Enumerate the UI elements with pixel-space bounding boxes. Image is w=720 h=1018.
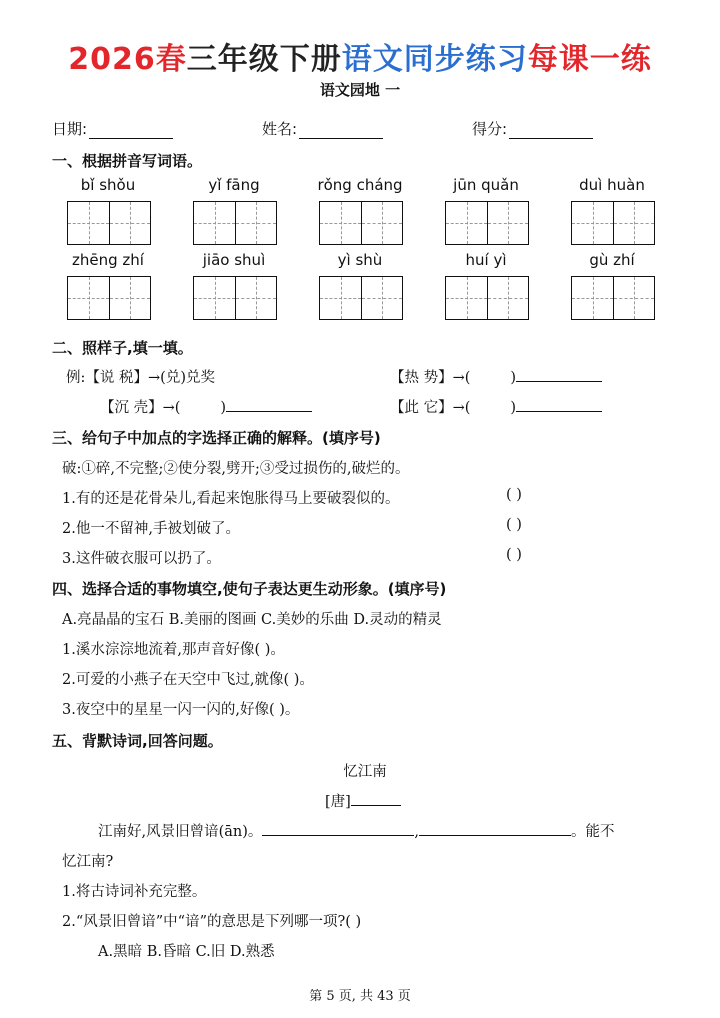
close-paren: ) <box>510 400 517 416</box>
fill-word: 【沉 壳】→( <box>100 400 181 416</box>
example-answer: (兑)兑奖 <box>160 370 215 386</box>
poem-blank[interactable] <box>419 821 571 836</box>
writing-grid[interactable] <box>445 276 529 320</box>
poem-author <box>325 790 401 811</box>
name-label: 姓名: <box>262 120 298 138</box>
name-field[interactable] <box>262 118 383 139</box>
answer-paren[interactable]: ( ) <box>506 487 522 503</box>
title-grade: 三年级下册 <box>186 42 342 77</box>
fill-word: 【此 它】→( <box>390 400 471 416</box>
date-blank[interactable] <box>89 122 173 139</box>
pinyin-label: gù zhí <box>589 251 635 269</box>
choices-text: A.黑暗 B.昏暗 C.旧 D.熟悉 <box>98 944 275 960</box>
writing-grid[interactable] <box>571 276 655 320</box>
close-paren: ) <box>510 370 517 386</box>
example-item <box>66 366 215 387</box>
example-prefix: 例: <box>66 370 86 386</box>
pinyin-label: yì shù <box>337 251 383 269</box>
section5-heading: 五、背默诗词,回答问题。 <box>52 732 223 750</box>
question-text[interactable]: 3.夜空中的星星一闪一闪的,好像( )。 <box>62 702 300 718</box>
title-year: 2026春 <box>68 42 187 77</box>
fill-item <box>100 396 312 417</box>
question-text: 1.将古诗词补充完整。 <box>62 884 207 900</box>
fill-item <box>390 366 602 387</box>
answer-blank[interactable] <box>226 397 312 412</box>
question-text[interactable]: 2.可爱的小燕子在天空中飞过,就像( )。 <box>62 672 314 688</box>
writing-grid[interactable] <box>571 201 655 245</box>
example-word: 【说 税】→ <box>85 370 161 386</box>
answer-blank[interactable] <box>516 397 602 412</box>
poem-blank[interactable] <box>262 821 414 836</box>
score-blank[interactable] <box>509 122 593 139</box>
poem-line-start: 江南好,风景旧曾谙(ān)。 <box>98 824 263 840</box>
writing-grid[interactable] <box>67 276 151 320</box>
date-field[interactable] <box>52 118 173 139</box>
answer-blank[interactable] <box>516 367 602 382</box>
pinyin-label: huí yì <box>465 251 507 269</box>
answer-paren[interactable]: ( ) <box>506 547 522 563</box>
question-text: 3.这件破衣服可以扔了。 <box>62 551 221 567</box>
name-blank[interactable] <box>299 122 383 139</box>
section2-heading: 二、照样子,填一填。 <box>52 339 193 357</box>
writing-grid[interactable] <box>319 201 403 245</box>
section3-heading: 三、给句子中加点的字选择正确的解释。(填序号) <box>52 429 381 447</box>
page-number: 第 5 页, 共 43 页 <box>309 989 411 1004</box>
fill-word: 【热 势】→( <box>390 370 471 386</box>
poem-comma: , <box>414 824 420 840</box>
answer-paren[interactable]: ( ) <box>506 517 522 533</box>
fill-item <box>390 396 602 417</box>
writing-grid[interactable] <box>193 276 277 320</box>
writing-grid[interactable] <box>445 201 529 245</box>
section4-heading: 四、选择合适的事物填空,使句子表达更生动形象。(填序号) <box>52 580 447 598</box>
question-text[interactable]: 1.溪水淙淙地流着,那声音好像( )。 <box>62 642 285 658</box>
question-text: 1.有的还是花骨朵儿,看起来饱胀得马上要破裂似的。 <box>62 491 400 507</box>
close-paren: ) <box>220 400 227 416</box>
pinyin-label: bǐ shǒu <box>80 176 136 194</box>
score-label: 得分: <box>472 120 508 138</box>
poem-title: 忆江南 <box>343 764 387 780</box>
question-text[interactable]: 2.“风景旧曾谙”中“谙”的意思是下列哪一项?( ) <box>62 914 362 930</box>
writing-grid[interactable] <box>193 201 277 245</box>
page-title <box>0 34 720 78</box>
date-label: 日期: <box>52 120 88 138</box>
pinyin-label: jūn quǎn <box>453 176 519 194</box>
poem-line: 忆江南? <box>62 854 114 870</box>
author-blank[interactable] <box>351 791 401 806</box>
pinyin-label: rǒng cháng <box>317 176 403 194</box>
poem-line <box>98 820 615 841</box>
pinyin-label: jiāo shuì <box>202 251 266 269</box>
dynasty-label: [唐] <box>325 794 351 810</box>
definition-text: 破:①碎,不完整;②使分裂,劈开;③受过损伤的,破烂的。 <box>62 461 410 477</box>
lesson-subtitle: 语文园地 一 <box>319 81 401 99</box>
options-text: A.亮晶晶的宝石 B.美丽的图画 C.美妙的乐曲 D.灵动的精灵 <box>62 612 442 628</box>
score-field[interactable] <box>472 118 593 139</box>
title-tagline: 每课一练 <box>527 42 652 77</box>
section1-heading: 一、根据拼音写词语。 <box>52 152 203 170</box>
writing-grid[interactable] <box>319 276 403 320</box>
writing-grid[interactable] <box>67 201 151 245</box>
pinyin-label: zhēng zhí <box>72 251 144 269</box>
pinyin-label: yǐ fāng <box>208 176 260 194</box>
question-text: 2.他一不留神,手被划破了。 <box>62 521 240 537</box>
title-subject: 语文同步练习 <box>341 42 528 77</box>
pinyin-label: duì huàn <box>579 176 645 194</box>
poem-line-end: 。能不 <box>571 824 615 840</box>
